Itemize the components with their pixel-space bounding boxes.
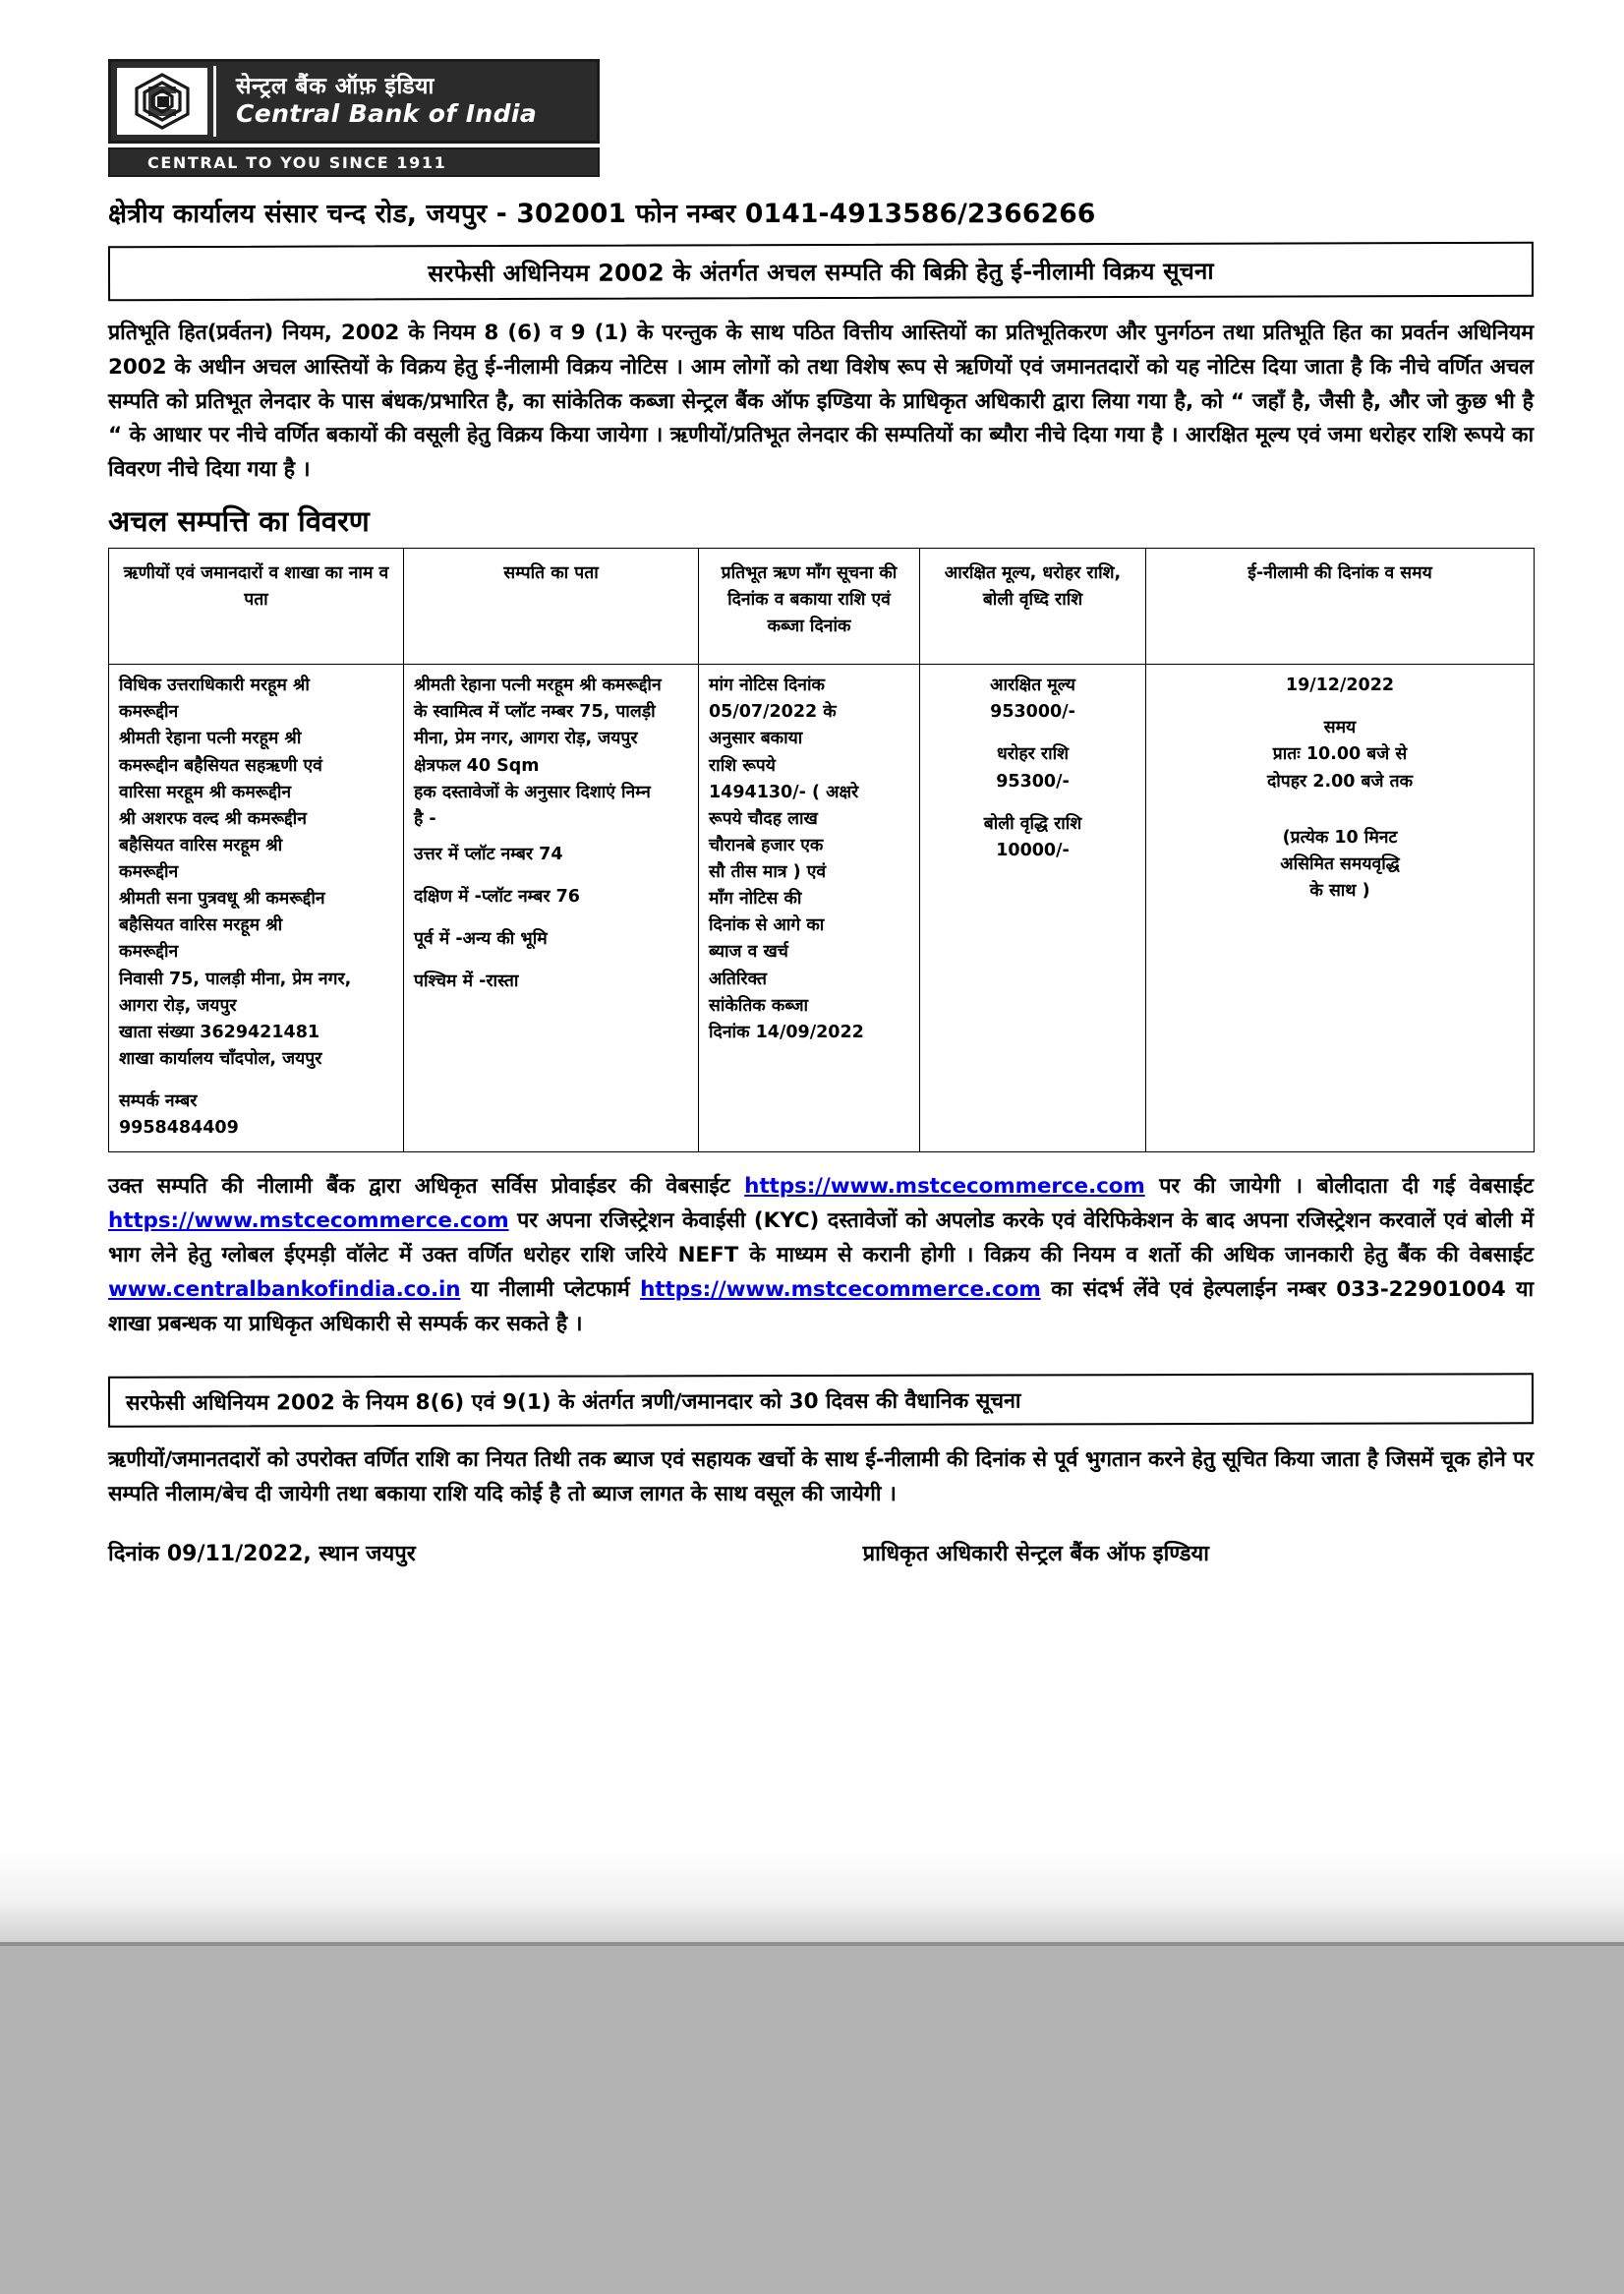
borrower-residence-line: निवासी 75, पालड़ी मीना, प्रेम नगर, [119,969,352,989]
spacer [930,795,1135,811]
logo-english-name: Central Bank of India [236,98,538,128]
document-content [108,59,1534,1567]
table-header-row [109,549,1535,665]
scanner-edge [0,1942,1624,1946]
column-header-auction-datetime: ई-नीलामी की दिनांक व समय [1146,549,1535,665]
borrower-line: श्रीमती रेहाना पत्नी मरहूम श्री [119,729,302,749]
auction-extension-line: असिमित समयवृद्धि [1280,853,1400,874]
bank-logo-block [108,59,600,177]
bank-tagline-bar [108,147,600,177]
borrower-line: विधिक उत्तराधिकारी मरहूम श्री [119,676,310,696]
footer-date-place: दिनांक 09/11/2022, स्थान जयपुर [108,1542,416,1567]
auction-time-start: प्रातः 10.00 बजे से [1272,744,1408,765]
borrower-line: बहैसियत वारिस मरहूम श्री [119,835,283,855]
demand-line: अनुसार बकाया [709,729,803,749]
auction-text-segment: या नीलामी प्लेटफार्म [460,1276,641,1302]
property-details-table [108,548,1535,1152]
cell-borrower-details [109,665,404,1152]
auction-text-segment: पर की जायेगी । बोलीदाता दी गई वेबसाईट [1144,1174,1534,1200]
cell-demand-notice [699,665,920,1152]
spacer [930,726,1135,741]
scanner-background [0,1942,1624,2294]
boundary-west: पश्चिम में -रास्ता [414,971,519,992]
demand-line: 05/07/2022 के [709,702,837,723]
column-header-demand-notice: प्रतिभूत ऋण मॉंग सूचना की दिनांक व बकाया राशि एवं कब्जा दिनांक [699,549,920,665]
spacer [414,953,688,969]
borrower-line: श्रीमती सना पुत्रवधू श्री कमरूद्दीन [119,889,325,910]
property-line: मीना, प्रेम नगर, आगरा रोड़, जयपुर [414,729,638,749]
property-line: हक दस्तावेजों के अनुसार दिशाएं निम्न [414,782,651,802]
possession-date: दिनांक 14/09/2022 [709,1022,864,1042]
demand-line: अतिरिक्त [709,969,767,989]
borrower-line: कमरूद्दीन [119,702,179,723]
bid-increment-value: 10000/- [996,840,1070,860]
spacer [414,868,688,884]
auction-extension-line: के साथ ) [1309,880,1370,901]
table-row [109,665,1535,1152]
footer-authorized-officer: प्राधिकृत अधिकारी सेन्ट्रल बैंक ऑफ इण्डिया [862,1542,1209,1567]
property-line: श्रीमती रेहाना पत्नी मरहूम श्री कमरूद्दीन [414,676,662,696]
borrower-account-number: खाता संख्या 3629421481 [119,1022,320,1042]
borrower-line: श्री अशरफ वल्द श्री कमरूद्दीन [119,808,307,829]
demand-line: राशि रूपये [709,755,776,776]
borrower-line: बहैसियत वारिस मरहूम श्री [119,915,283,936]
column-header-borrower: ऋणीयों एवं जमानदारों व शाखा का नाम व पता [109,549,404,665]
regional-office-address: क्षेत्रीय कार्यालय संसार चन्द रोड, जयपुर - 302001 फोन नम्बर 0141-4913586/2366266 [108,199,1096,229]
cell-property-address [404,665,699,1152]
property-line: के स्वामित्व में प्लॉट नम्बर 75, पालड़ी [414,702,656,723]
auction-time-label: समय [1323,718,1357,738]
auction-date: 19/12/2022 [1285,676,1395,696]
document-footer [108,1538,1534,1567]
spacer [1156,699,1524,715]
statutory-notice-paragraph: ऋणीयों/जमानतदारों को उपरोक्त वर्णित राशि का नियत तिथी तक ब्याज एवं सहायक खर्चो के साथ ई-नीलामी की दिनांक से पूर्व भुगतान करने हेतु सूचित किया जाता है जिसमें चूक होने पर सम्पति नीलाम/बेच दी जायेगी तथा बकाया राशि यदि कोई है तो ब्याज लागत के साथ वसूल की जायेगी । [108,1447,1534,1507]
auction-extension-line: (प्रत्येक 10 मिनट [1282,827,1398,848]
mstc-ecommerce-link[interactable]: https://www.mstcecommerce.com [640,1276,1041,1302]
bid-increment-label: बोली वृद्धि राशि [983,813,1082,834]
column-header-reserve-price: आरक्षित मूल्य, धरोहर राशि, बोली वृध्दि राशि [920,549,1146,665]
borrower-line: कमरूद्दीन बहैसियत सहऋणी एवं [119,755,322,776]
spacer [119,1073,393,1088]
boundary-south: दक्षिण में -प्लॉट नम्बर 76 [414,887,580,908]
property-line: है - [414,808,436,829]
boundary-north: उत्तर में प्लॉट नम्बर 74 [414,844,563,864]
branch-office: शाखा कार्यालय चॉंदपोल, जयपुर [119,1048,322,1069]
auction-time-end: दोपहर 2.00 बजे तक [1266,771,1414,792]
spacer [414,911,688,926]
demand-line: सौ तीस मात्र ) एवं [709,862,827,883]
central-bank-website-link[interactable]: www.centralbankofindia.co.in [108,1276,461,1302]
logo-bar [108,59,600,144]
boundary-east: पूर्व में -अन्य की भूमि [414,929,548,950]
borrower-line: कमरूद्दीन [119,862,179,883]
property-details-heading: अचल सम्पत्ति का विवरण [108,504,370,539]
auction-text-segment: उक्त सम्पति की नीलामी बैंक द्वारा अधिकृत सर्विस प्रोवाईडर की वेबसाईट [108,1174,745,1200]
notice-title-box [108,242,1534,302]
reserve-price-value: 953000/- [990,702,1075,723]
demand-line: दिनांक से आगे का [709,915,825,936]
demand-line: मॉंग नोटिस की [709,889,802,910]
borrower-line: वारिसा मरहूम श्री कमरूद्दीन [119,782,292,802]
contact-number: 9958484409 [119,1118,239,1139]
auction-text-segment: का संदर्भ लेंवे एवं हेल्पलाईन नम्बर 033-22901004 या शाखा प्रबन्धक या प्राधिकृत अधिकारी से सम्पर्क कर सकते है । [108,1276,1534,1336]
auction-text-segment: पर अपना रजिस्ट्रेशन केवाईसी (KYC) दस्तावेजों को अपलोड करके एवं वेरिफिकेशन के बाद अपना रजिस्ट्रेशन करवालें एवं बोली में भाग लेने हेतु ग्लोबल ईएमड़ी वॉलेट में उक्त वर्णित धरोहर राशि जरिये NEFT के माध्यम से करानी होगी । विक्रय की नियम व शर्तो की अधिक जानकारी हेतु बैंक की वेबसाईट [108,1208,1534,1267]
possession-label: सांकेतिक कब्जा [709,995,809,1016]
emd-label: धरोहर राशि [996,744,1070,765]
spacer [414,833,688,842]
cell-reserve-price [920,665,1146,1152]
demand-line: रूपये चौदह लाख [709,808,818,829]
property-area: क्षेत्रफल 40 Sqm [414,755,540,776]
emd-value: 95300/- [996,771,1070,792]
spacer [1156,795,1524,825]
statutory-notice-title: सरफेसी अधिनियम 2002 के नियम 8(6) एवं 9(1) के अंतर्गत त्रणी/जमानदार को 30 दिवस की वैधानिक सूचना [125,1388,1021,1416]
central-bank-diamond-logo-icon [117,68,207,135]
column-header-property-address: सम्पति का पता [404,549,699,665]
logo-text-block [216,62,597,141]
mstc-ecommerce-link[interactable]: https://www.mstcecommerce.com [108,1208,509,1234]
auction-procedure-paragraph [108,1170,1534,1341]
demand-line: चौरानबे हजार एक [709,835,824,855]
contact-label: सम्पर्क नम्बर [119,1091,198,1112]
demand-line: मांग नोटिस दिनांक [709,676,825,696]
notice-title-text: सरफेसी अधिनियम 2002 के अंतर्गत अचल सम्पति की बिक्री हेतु ई-नीलामी विक्रय सूचना [428,257,1214,287]
bank-tagline-text: CENTRAL TO YOU SINCE 1911 [147,152,447,172]
borrower-residence-line: आगरा रोड़, जयपुर [119,995,237,1016]
borrower-line: कमरूद्दीन [119,942,179,963]
scan-fade-overlay [0,1849,1624,1942]
demand-amount: 1494130/- ( अक्षरे [709,782,859,802]
statutory-notice-box [108,1374,1534,1429]
intro-paragraph: प्रतिभूति हित(प्रर्वतन) नियम, 2002 के नियम 8 (6) व 9 (1) के परन्तुक के साथ पठित वित्तीय आस्तियों का प्रतिभूतिकरण और पुनर्गठन तथा प्रतिभूति हित का प्रवर्तन अधिनियम 2002 के अधीन अचल आस्तियों के विक्रय हेतु ई-नीलामी विक्रय नोटिस । आम लोगों को तथा विशेष रूप से ऋणियों एवं जमानतदारों को यह नोटिस दिया जाता है कि नीचे वर्णित अचल सम्पति को प्रतिभूत लेनदार के पास बंधक/प्रभारित है, का सांकेतिक कब्जा सेन्ट्रल बैंक ऑफ इण्डिया के प्राधिकृत अधिकारी द्वारा लिया गया है, को “ जहॉं है, जैसी है, और जो कुछ भी है “ के आधार पर नीचे वर्णित बकायों की वसूली हेतु विक्रय किया जायेगा । ऋणीयों/प्रतिभूत लेनदार की सम्पतियों का ब्यौरा नीचे दिया गया है । आरक्षित मूल्य एवं जमा धरोहर राशि रूपये का विवरण नीचे दिया गया है । [108,321,1534,483]
cell-auction-datetime [1146,665,1535,1152]
logo-hindi-name: सेन्ट्रल बैंक ऑफ़ इंडिया [236,74,435,100]
mstc-ecommerce-link[interactable]: https://www.mstcecommerce.com [744,1174,1145,1200]
reserve-price-label: आरक्षित मूल्य [990,676,1075,696]
demand-line: ब्याज व खर्च [709,942,788,963]
